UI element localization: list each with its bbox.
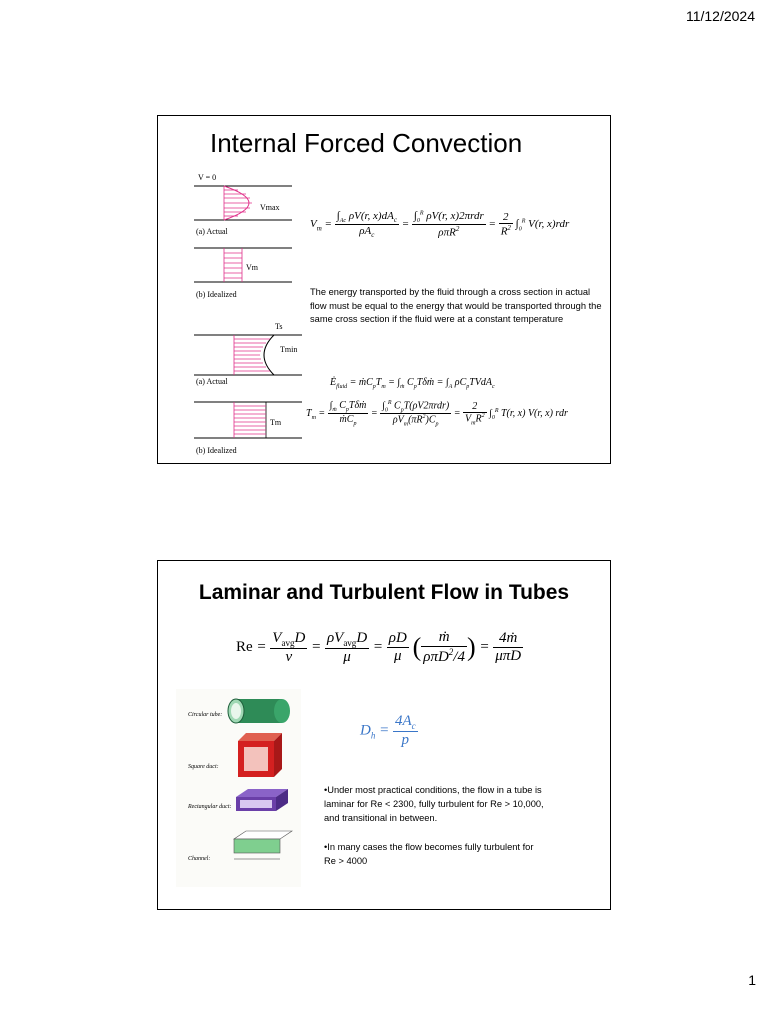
v-zero-label: V = 0	[198, 173, 217, 182]
slide-laminar-turbulent-flow	[157, 560, 611, 910]
ts-label: Ts	[275, 322, 283, 331]
turbulent-condition-bullet: •In many cases the flow becomes fully turbulent for Re > 4000	[324, 842, 534, 866]
channel-label: Channel:	[188, 856, 211, 862]
reynolds-number-equation: Re = $\frac{V_{avg}D}{\nu}$ = $\frac{\rho V_{avg}D}{\mu}$ = $\frac{\rho D}{\mu}$ ( $\frac{\text{ṁ}}{\rho\pi D^2/4}$ ) = $\frac{\text{4ṁ}}{\text{μπD}}$	[236, 629, 522, 665]
square-duct-label: Square duct:	[188, 764, 219, 770]
slide-title: Laminar and Turbulent Flow in Tubes	[198, 581, 570, 604]
figure-b-caption: (b) Idealized	[196, 290, 237, 299]
tmin-label: Tmin	[280, 345, 298, 354]
figure-a-caption: (a) Actual	[196, 227, 228, 236]
velocity-profile-idealized-figure	[194, 244, 294, 290]
vmax-label: Vmax	[260, 203, 280, 212]
temperature-profile-idealized-figure	[194, 394, 304, 444]
energy-flux-equation: $Ė_{fluid}$ = $ṁC_pT_m = \int_ṁ$ $C_pT\delta ṁ = \int_A$ $\rho C_pTVdA_c$	[330, 377, 495, 390]
figure-d-caption: (b) Idealized	[196, 446, 237, 455]
tm-label: Tm	[270, 418, 282, 427]
rectangular-duct-label: Rectangular duct:	[188, 804, 232, 810]
header-date: 11/12/2024	[685, 8, 755, 24]
energy-paragraph: The energy transported by the fluid through a cross section in actual flow must be equal to the energy that would be transported through the same cross section if the fluid were at a constant temperature	[310, 287, 602, 324]
hydraulic-diameter-equation: $D_h$ = $\frac{4A_c}{p}$	[360, 713, 416, 748]
mean-velocity-equation: $V_m$ = $\frac{\int_{Ac} \rho V(r, x)dA_c}{\rho A_c}$ = $\frac{\int_0^R \rho V(r, x)2\pi rdr}{\rho\pi R^2}$ = $\frac{2}{R^2}$ $\int_0^R$ V(r, x)rdr	[310, 210, 570, 240]
laminar-condition-bullet: •Under most practical conditions, the flow in a tube is laminar for Re < 2300, fully turbulent for Re > 10,000, and transitional in between.	[324, 785, 544, 823]
mean-temperature-equation: $T_m$ = $\frac{\int_ṁ C_pT\delta ṁ}{ṁC_p}$ = $\frac{\int_0^R C_pT(\rho V2\pi rdr)}{\rho V_m(\pi R^2)C_p}$ = $\frac{2}{V_mR^2}$ $\int_0^R$ T(r, x) V(r, x) rdr	[306, 400, 568, 428]
slide-title: Internal Forced Convection	[210, 128, 523, 158]
slide-internal-forced-convection	[157, 115, 611, 464]
circular-tube-label: Circular tube:	[188, 712, 223, 718]
page-number: 1	[748, 972, 756, 988]
vm-label: Vm	[246, 263, 258, 272]
figure-c-caption: (a) Actual	[196, 377, 228, 386]
